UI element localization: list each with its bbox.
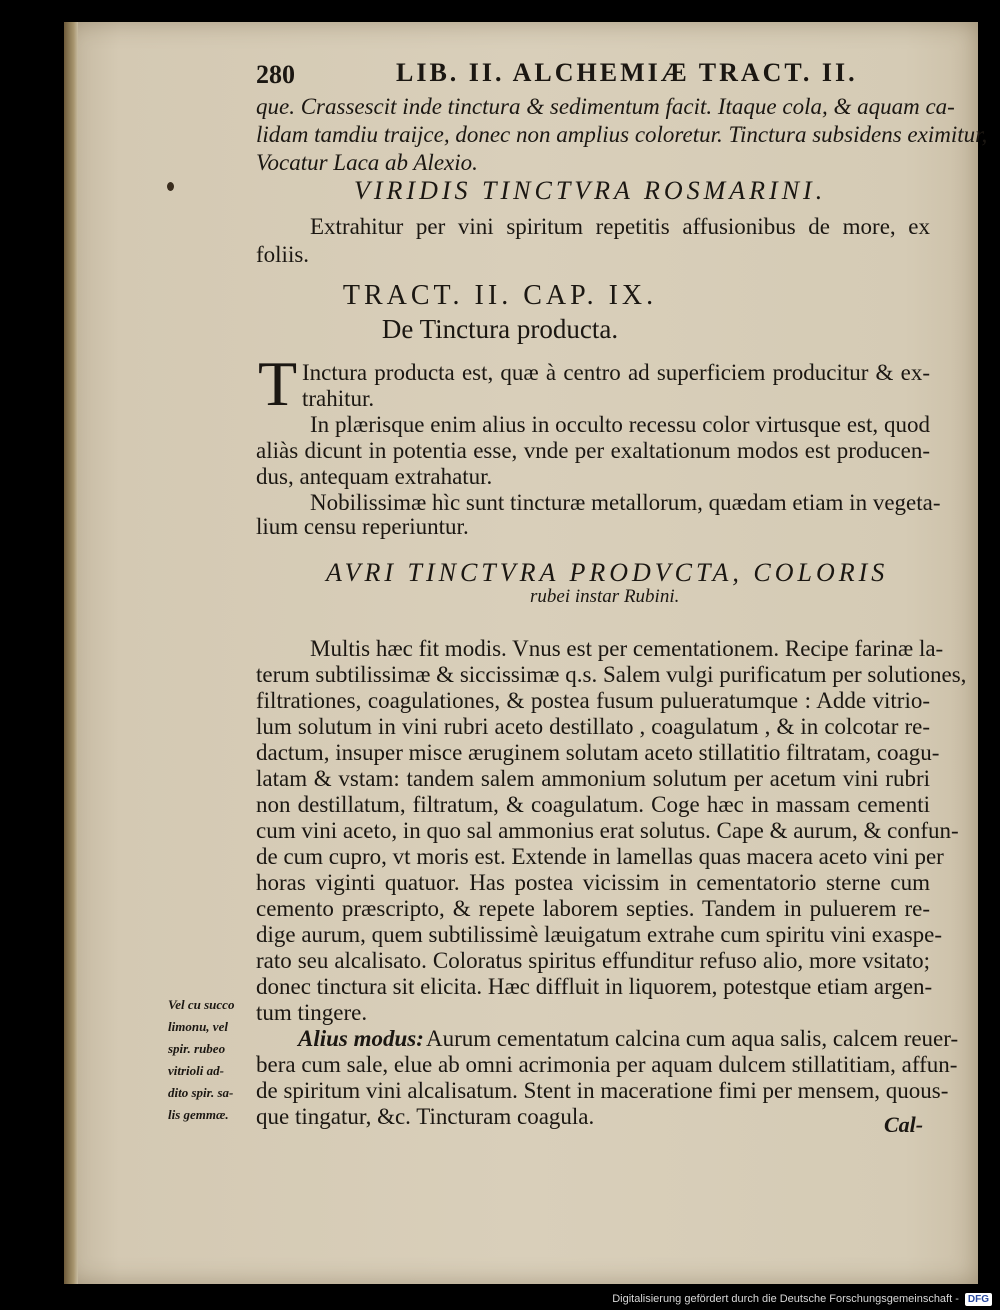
text-line: foliis. xyxy=(256,242,310,267)
margin-note-line: Vel cu succo xyxy=(168,997,235,1012)
text-line: Nobilissimæ hìc sunt tincturæ metallorum, quædam etiam in vegeta- xyxy=(310,490,941,515)
catchword: Cal- xyxy=(884,1112,924,1137)
margin-note-line: limonu, vel xyxy=(168,1019,228,1034)
text-line: que. Crassescit inde tinctura & sedimentum facit. Itaque cola, & aquam ca- xyxy=(256,94,955,119)
text-line: dactum, insuper misce æruginem solutam aceto stillatitio filtratam, coagu- xyxy=(256,740,940,765)
text-line: rato seu alcalisato. Coloratus spiritus effunditur refuso alio, more vsitato; xyxy=(256,948,930,973)
text-line: terum subtilissimæ & siccissimæ q.s. Salem vulgi purificatum per solutiones, xyxy=(256,662,967,687)
paragraph-label: Alius modus: xyxy=(298,1026,424,1051)
section-subheading: rubei instar Rubini. xyxy=(530,586,680,607)
text-line: bera cum sale, elue ab omni acrimonia per aquam dulcem stillatitiam, affun- xyxy=(256,1052,958,1077)
chapter-subtitle: De Tinctura producta. xyxy=(381,314,619,344)
margin-note-line: dito spir. sa- xyxy=(168,1085,234,1100)
text-line: non destillatum, filtratum, & coagulatum. Coge hæc in massam cementi xyxy=(256,792,930,817)
drop-cap: T xyxy=(258,348,298,419)
text-line: de spiritum vini alcalisatum. Stent in maceratione fimi per mensem, quous- xyxy=(256,1078,949,1103)
ink-spot xyxy=(167,182,174,191)
digitization-footer xyxy=(0,1288,1000,1310)
margin-note-line: spir. rubeo xyxy=(168,1041,226,1056)
margin-note-line: vitrioli ad- xyxy=(168,1063,224,1078)
text-line: de cum cupro, vt moris est. Extende in lamellas quas macera aceto vini per xyxy=(256,844,944,869)
section-heading: VIRIDIS TINCTVRA ROSMARINI. xyxy=(354,176,827,205)
text-line: lidam tamdiu traijce, donec non amplius coloretur. Tinctura subsidens eximitur, xyxy=(256,122,988,147)
page-number: 280 xyxy=(256,60,295,89)
footer-text: Digitalisierung gefördert durch die Deutsche Forschungsgemeinschaft - xyxy=(612,1293,959,1305)
text-line: cemento præscripto, & repete laborem septies. Tandem in puluerem re- xyxy=(256,896,930,921)
text-line: tum tingere. xyxy=(256,1000,368,1025)
text-line: dus, antequam extrahatur. xyxy=(256,464,493,489)
text-line: In plærisque enim alius in occulto recessu color virtusque est, quod xyxy=(310,412,930,437)
section-heading: AVRI TINCTVRA PRODVCTA, COLORIS xyxy=(326,558,889,587)
text-line: Inctura producta est, quæ à centro ad superficiem producitur & ex- xyxy=(302,360,930,385)
running-head: LIB. II. ALCHEMIÆ TRACT. II. xyxy=(396,58,858,87)
text-line: horas viginti quatuor. Has postea vicissim in cementatorio sterne cum xyxy=(256,870,930,895)
text-line: que tingatur, &c. Tincturam coagula. xyxy=(256,1104,595,1129)
page-gutter-edge xyxy=(64,22,78,1284)
text-line: lium censu reperiuntur. xyxy=(256,514,469,539)
text-line: filtrationes, coagulationes, & postea fusum pulueratumque : Adde vitrio- xyxy=(256,688,930,713)
text-line: Extrahitur per vini spiritum repetitis affusionibus de more, ex xyxy=(310,214,930,239)
text-line: latam & vstam: tandem salem ammonium solutum per acetum vini rubri xyxy=(256,766,930,791)
margin-note-line: lis gemmæ. xyxy=(168,1107,229,1122)
dfg-logo: DFG xyxy=(965,1293,992,1306)
text-line: Aurum cementatum calcina cum aqua salis, calcem reuer- xyxy=(426,1026,959,1051)
text-line: cum vini aceto, in quo sal ammonius erat solutus. Cape & aurum, & confun- xyxy=(256,818,959,843)
text-line: aliàs dicunt in potentia esse, vnde per exaltationum modos est producen- xyxy=(256,438,930,463)
text-line: dige aurum, quem subtilissimè læuigatum extrahe cum spiritu vini exaspe- xyxy=(256,922,943,947)
text-line: trahitur. xyxy=(302,386,375,411)
text-line: Multis hæc fit modis. Vnus est per cementationem. Recipe farinæ la- xyxy=(310,636,944,661)
chapter-heading: TRACT. II. CAP. IX. xyxy=(342,280,658,311)
text-line: lum solutum in vini rubri aceto destillato , coagulatum , & in colcotar re- xyxy=(256,714,930,739)
text-line: donec tinctura sit elicita. Hæc diffluit in liquorem, potestque etiam argen- xyxy=(256,974,933,999)
text-line: Vocatur Laca ab Alexio. xyxy=(256,150,478,175)
